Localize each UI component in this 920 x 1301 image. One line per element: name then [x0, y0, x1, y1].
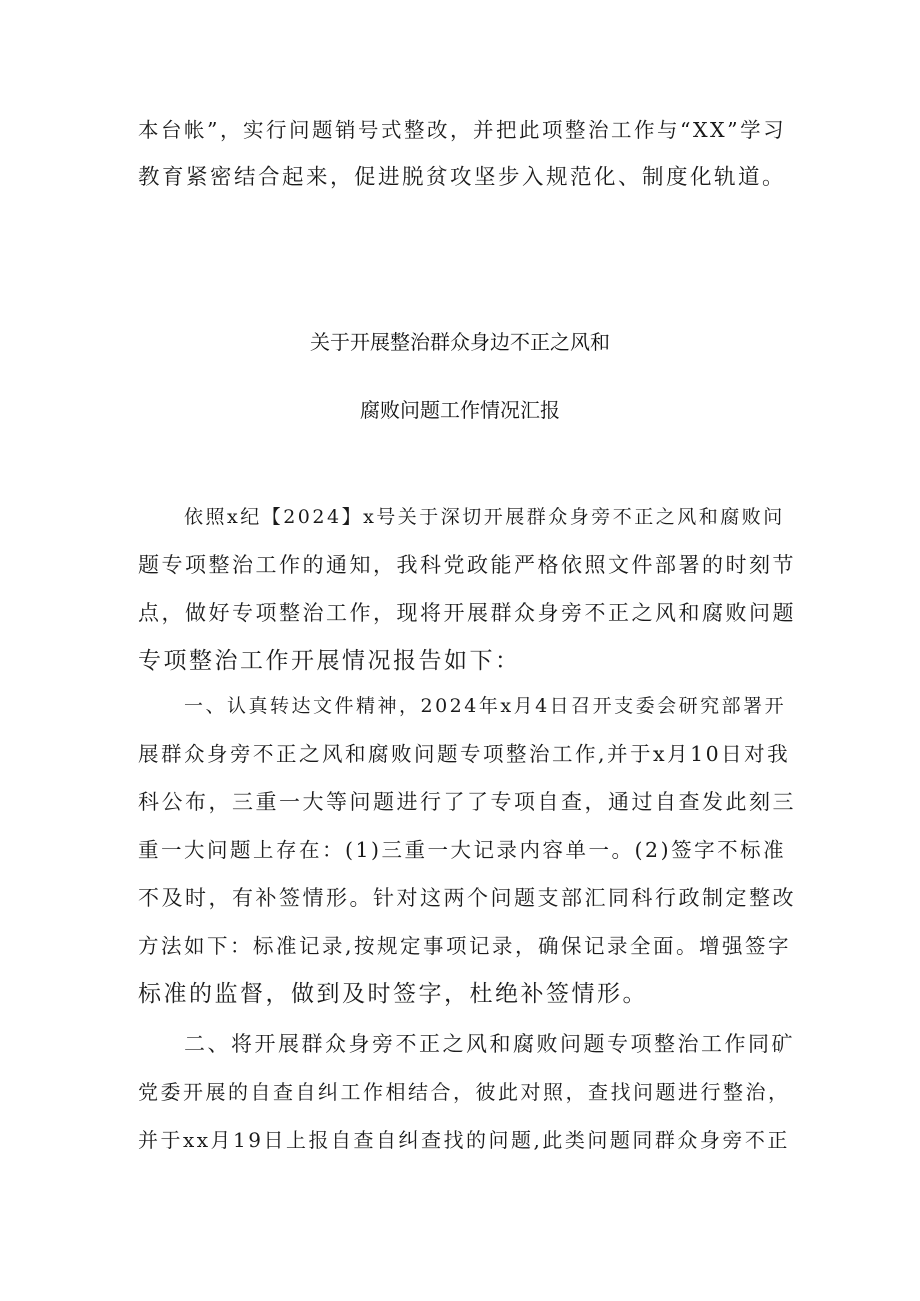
section-two-line: 并于xx月19日上报自查自纠查找的问题,此类问题同群众身旁不正	[138, 1128, 790, 1152]
section-two-line: 党委开展的自查自纠工作相结合，彼此对照，查找问题进行整治，	[138, 1080, 791, 1104]
section-one-line: 不及时，有补签情形。针对这两个问题支部汇同科行政制定整改	[138, 886, 796, 910]
section-one-line: 科公布，三重一大等问题进行了了专项自查，通过自查发此刻三	[138, 790, 796, 814]
section-one-line: 方法如下：标准记录,按规定事项记录，确保记录全面。增强签字	[138, 934, 792, 958]
intro-paragraph-line: 依照x纪【2024】x号关于深切开展群众身旁不正之风和腐败问	[184, 506, 785, 528]
section-one-line: 一、认真转达文件精神，2024年x月4日召开支委会研究部署开	[184, 695, 787, 717]
section-one-line: 展群众身旁不正之风和腐败问题专项整治工作,并于x月10日对我	[138, 742, 791, 766]
intro-paragraph-line: 点，做好专项整治工作，现将开展群众身旁不正之风和腐败问题	[138, 601, 796, 625]
top-paragraph-line: 教育紧密结合起来，促进脱贫攻坚步入规范化、制度化轨道。	[138, 165, 787, 190]
section-one-line: 重一大问题上存在：(1)三重一大记录内容单一。(2)签字不标准	[138, 838, 787, 862]
section-two-line: 二、将开展群众身旁不正之风和腐败问题专项整治工作同矿	[184, 1032, 795, 1056]
section-one-line: 标准的监督，做到及时签字，杜绝补签情形。	[138, 981, 648, 1007]
top-paragraph-line: 本台帐”，实行问题销号式整改，并把此项整治工作与“XX”学习	[138, 118, 787, 142]
intro-paragraph-line: 专项整治工作开展情况报告如下：	[138, 648, 521, 674]
report-title-line: 关于开展整治群众身边不正之风和	[310, 330, 610, 354]
report-title-line: 腐败问题工作情况汇报	[360, 398, 560, 422]
intro-paragraph-line: 题专项整治工作的通知，我科党政能严格依照文件部署的时刻节	[138, 553, 796, 577]
